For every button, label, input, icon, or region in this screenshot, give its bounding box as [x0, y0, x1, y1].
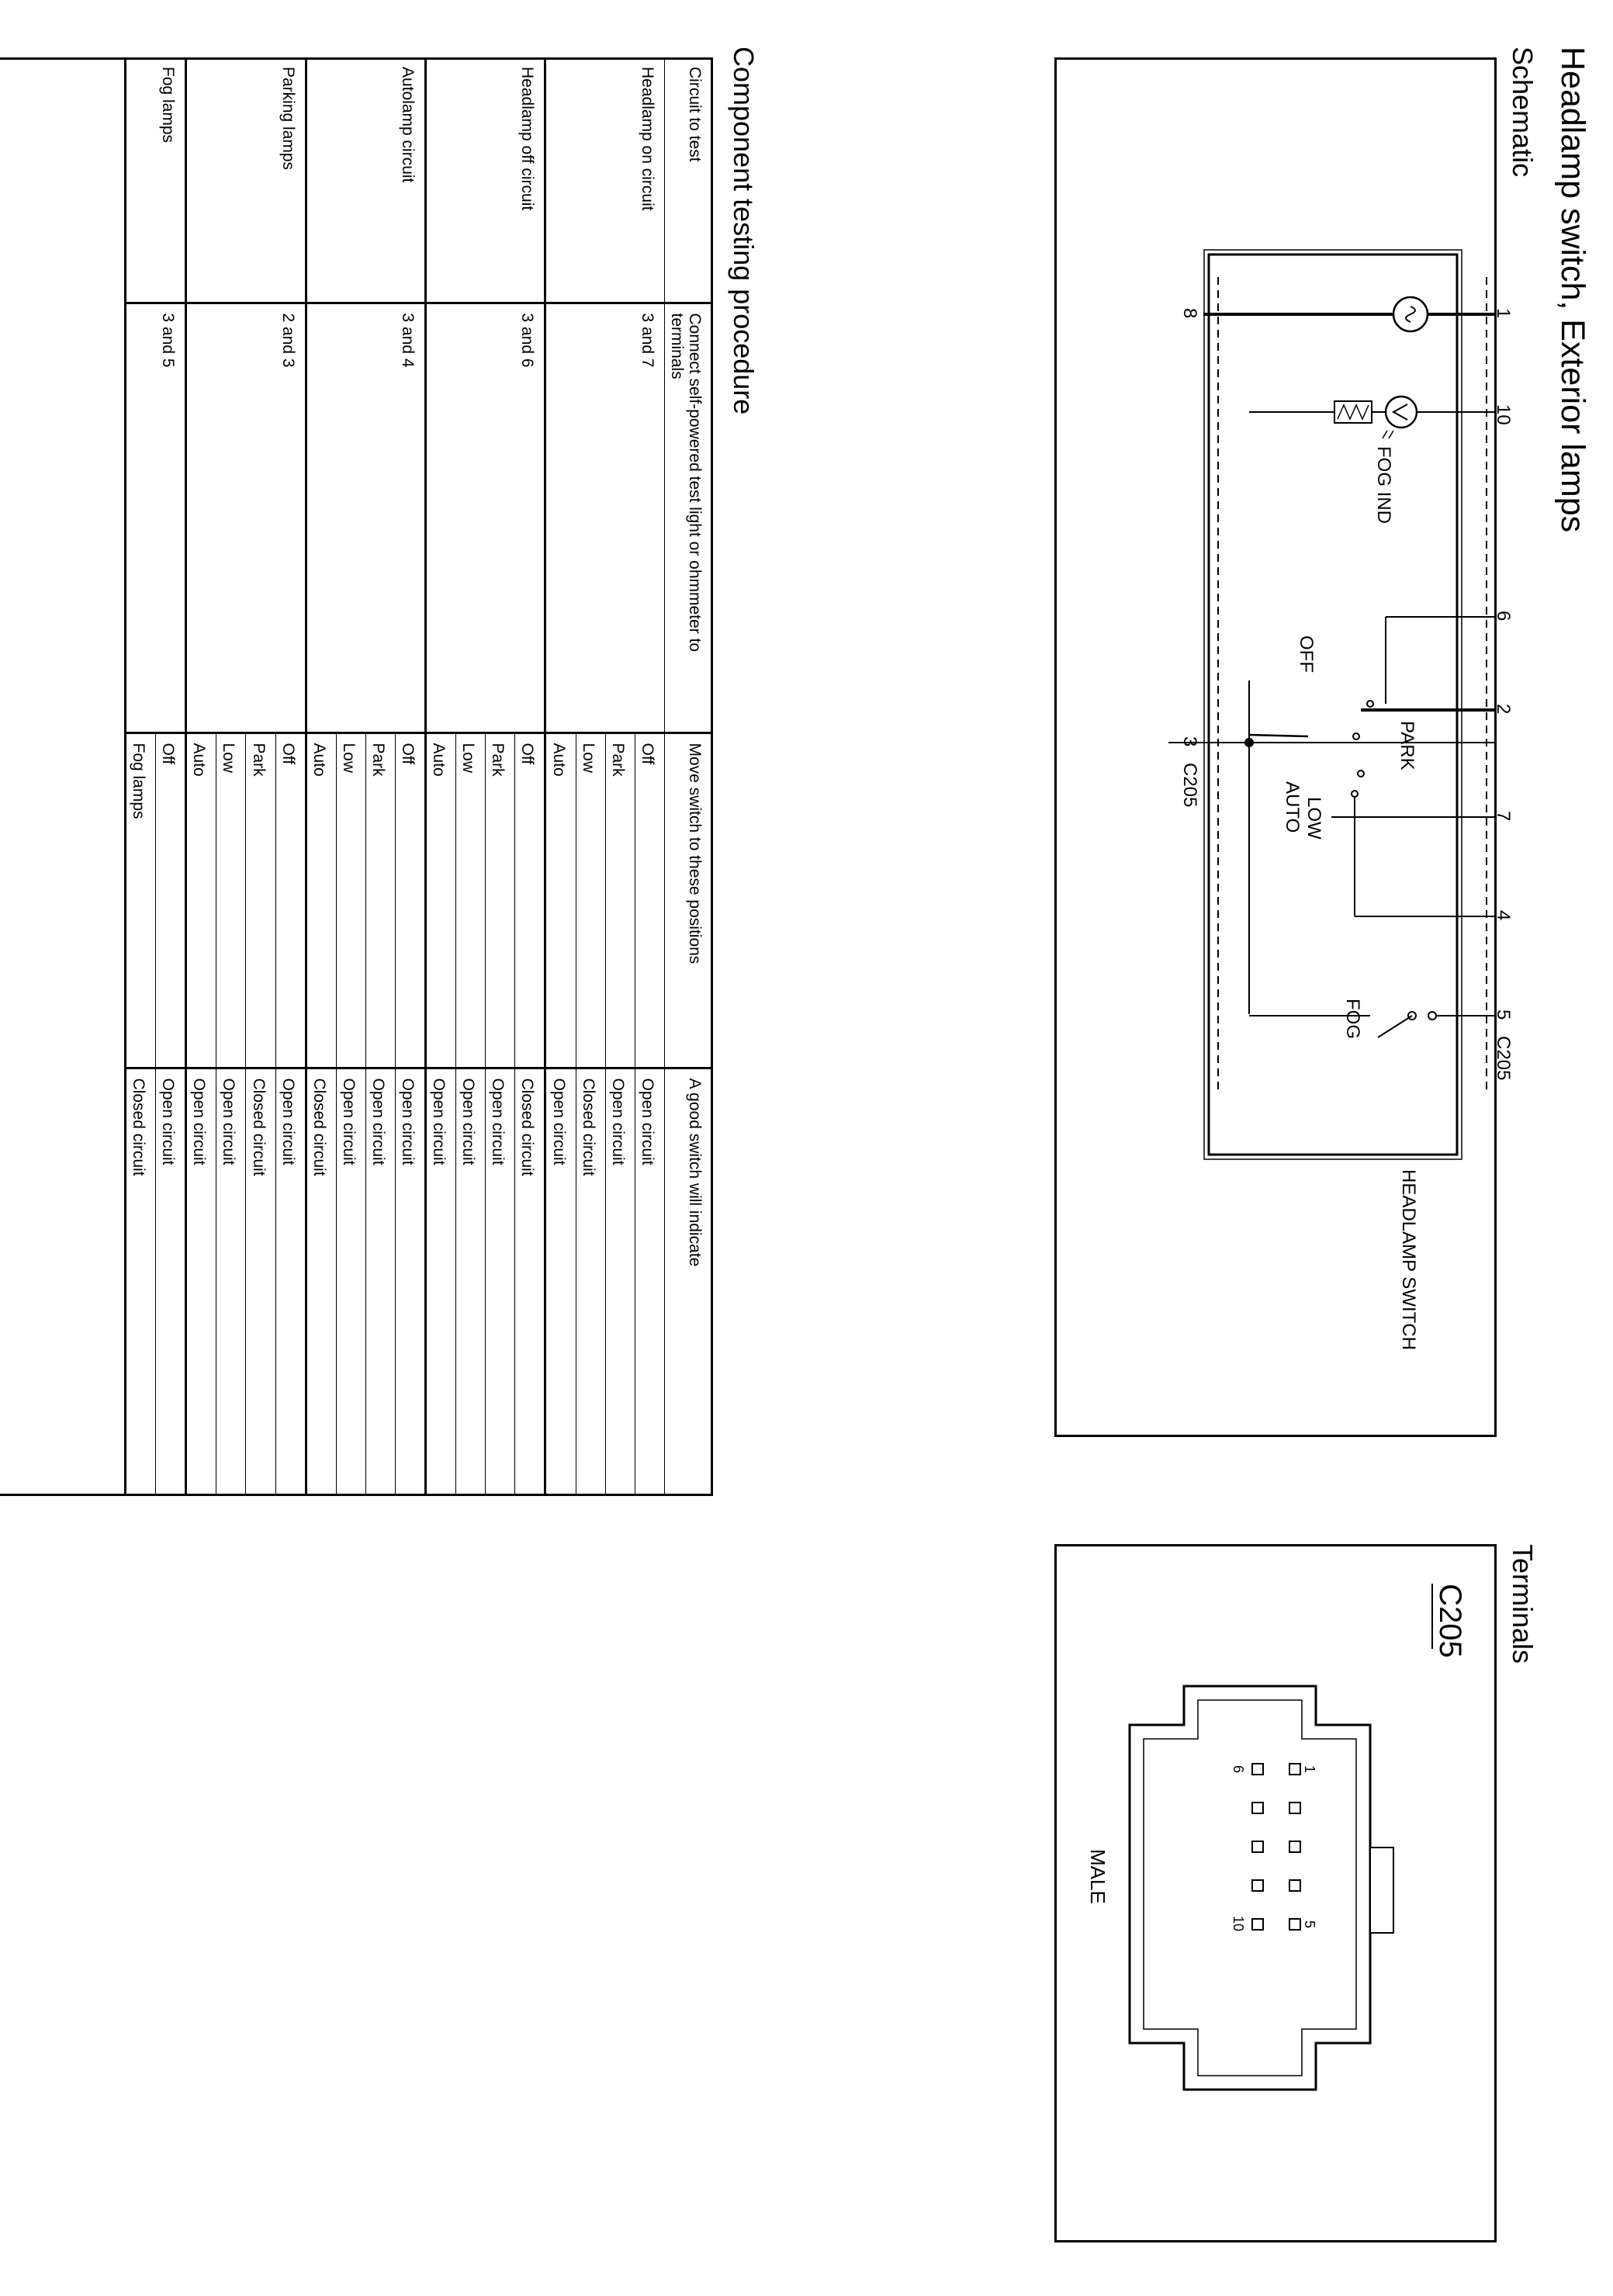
terminals-cell: 3 and 7: [545, 303, 664, 732]
fog-label: FOG: [1342, 999, 1363, 1039]
connector-label-bottom: C205: [1179, 763, 1200, 808]
testing-heading: Component testing procedure: [728, 47, 760, 415]
result-cell: Open circuit: [156, 1068, 186, 1496]
contact-park: [1353, 733, 1359, 739]
connector-title: C205: [1433, 1584, 1467, 1658]
position-cell: Park: [246, 732, 275, 1068]
switch-blade: [1249, 735, 1308, 736]
result-cell: Open circuit: [336, 1068, 365, 1496]
component-testing-table: [124, 57, 713, 1496]
contact-off: [1367, 701, 1373, 707]
position-cell: Auto: [306, 732, 336, 1068]
fog-indicator-icon: [1386, 397, 1417, 428]
pin-3-label: 3: [1179, 736, 1200, 747]
schematic-panel: [1054, 57, 1514, 1437]
fog-ind-label: FOG IND: [1373, 446, 1394, 524]
position-cell: Low: [336, 732, 365, 1068]
terminals-cell: 3 and 4: [306, 303, 425, 732]
terminals-heading: Terminals: [1507, 1544, 1539, 1664]
terminals-panel: [1054, 1544, 1497, 2242]
pin-2-label: 2: [1493, 704, 1514, 715]
circuit-cell: Headlamp off circuit: [426, 57, 545, 303]
table-header-row: [664, 57, 713, 1496]
page-title: Headlamp switch, Exterior lamps: [1554, 47, 1591, 533]
position-cell: Fog lamps: [126, 732, 156, 1068]
result-cell: Closed circuit: [246, 1068, 275, 1496]
pin-number-1: 1: [1302, 1765, 1317, 1774]
position-cell: Park: [365, 732, 395, 1068]
position-cell: Off: [635, 732, 664, 1068]
switch-housing-outline: [1204, 250, 1462, 1159]
position-cell: Off: [156, 732, 186, 1068]
junction-dot: [1244, 738, 1254, 747]
header-terminals: Connect self-powered test light or ohmmeter to terminals: [664, 303, 713, 732]
result-cell: Open circuit: [365, 1068, 395, 1496]
pin-8-label: 8: [1179, 308, 1200, 319]
result-cell: Open circuit: [216, 1068, 246, 1496]
table-row: [275, 57, 306, 1496]
connector-label-top: C205: [1493, 1036, 1514, 1081]
park-label: PARK: [1397, 721, 1417, 771]
schematic-diagram: [1057, 60, 1514, 1435]
table-row: [635, 57, 664, 1496]
pin-grid: [1252, 1764, 1300, 1930]
result-cell: Open circuit: [486, 1068, 515, 1496]
locking-tab: [1370, 1848, 1393, 1933]
circuit-cell: Parking lamps: [186, 57, 306, 303]
result-cell: Open circuit: [395, 1068, 425, 1496]
result-cell: Open circuit: [275, 1068, 306, 1496]
result-cell: Open circuit: [186, 1068, 216, 1496]
pin-1-label: 1: [1493, 308, 1514, 319]
pin-7-label: 7: [1493, 811, 1514, 822]
position-cell: Auto: [545, 732, 576, 1068]
position-cell: Low: [216, 732, 246, 1068]
pin-5-label: 5: [1493, 1009, 1514, 1020]
header-result: A good switch will indicate: [664, 1068, 713, 1496]
fog-switch-blade: [1378, 1016, 1412, 1037]
circuit-cell: Autolamp circuit: [306, 57, 425, 303]
table-row: [395, 57, 425, 1496]
table-row: [515, 57, 545, 1496]
headlamp-switch-label: HEADLAMP SWITCH: [1398, 1169, 1419, 1350]
circuit-cell: Headlamp on circuit: [545, 57, 664, 303]
male-label: MALE: [1086, 1849, 1109, 1904]
position-cell: Auto: [186, 732, 216, 1068]
pin-number-6: 6: [1231, 1765, 1246, 1774]
fog-contact-a: [1428, 1012, 1436, 1020]
terminals-cell: 3 and 5: [126, 303, 186, 732]
pin-6-label: 6: [1493, 611, 1514, 622]
terminals-cell: 2 and 3: [186, 303, 306, 732]
result-cell: Open circuit: [545, 1068, 576, 1496]
pin-10-label: 10: [1493, 404, 1514, 425]
terminals-cell: 3 and 6: [426, 303, 545, 732]
position-cell: Off: [275, 732, 306, 1068]
result-cell: Closed circuit: [306, 1068, 336, 1496]
auto-label: AUTO: [1282, 781, 1303, 833]
pin-number-5: 5: [1302, 1920, 1317, 1929]
connector-inner-outline: [1144, 1700, 1356, 2076]
table-row: [156, 57, 186, 1496]
position-cell: Park: [605, 732, 635, 1068]
circuit-cell: Fog lamps: [126, 57, 186, 303]
result-cell: Closed circuit: [576, 1068, 605, 1496]
position-cell: Low: [456, 732, 486, 1068]
result-cell: Closed circuit: [515, 1068, 545, 1496]
position-cell: Off: [515, 732, 545, 1068]
result-cell: Closed circuit: [126, 1068, 156, 1496]
position-cell: Auto: [426, 732, 456, 1068]
position-cell: Off: [395, 732, 425, 1068]
pin-number-10: 10: [1231, 1916, 1246, 1932]
header-positions: Move switch to these positions: [664, 732, 713, 1068]
light-rays-icon: [1383, 431, 1393, 438]
header-circuit: Circuit to test: [664, 57, 713, 303]
connector-diagram: [1057, 1546, 1494, 2240]
off-label: OFF: [1296, 635, 1317, 673]
result-cell: Open circuit: [426, 1068, 456, 1496]
result-cell: Open circuit: [605, 1068, 635, 1496]
switch-housing: [1209, 255, 1457, 1155]
schematic-heading: Schematic: [1507, 47, 1539, 178]
result-cell: Open circuit: [635, 1068, 664, 1496]
low-label: LOW: [1303, 797, 1324, 840]
result-cell: Open circuit: [456, 1068, 486, 1496]
contact-auto: [1352, 791, 1358, 797]
position-cell: Park: [486, 732, 515, 1068]
pin-4-label: 4: [1493, 910, 1514, 921]
position-cell: Low: [576, 732, 605, 1068]
contact-low: [1358, 771, 1364, 777]
